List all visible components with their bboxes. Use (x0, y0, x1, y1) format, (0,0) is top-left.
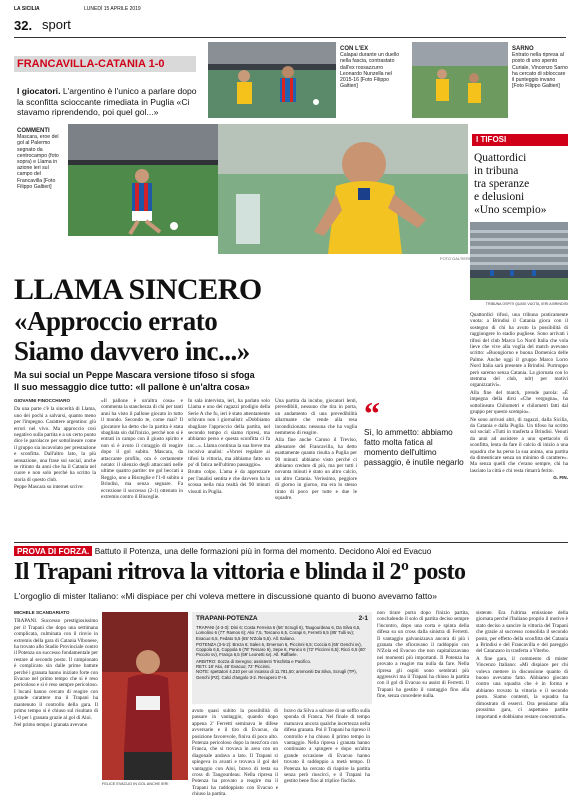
story2-col1-text-b: Nel primo tempo i granata avevano (14, 721, 88, 728)
story1-byline: GIOVANNI FINOCCHIARO (14, 398, 71, 403)
story1-title (14, 274, 374, 366)
photo-tribuna (470, 222, 568, 300)
sidebar-initials: G. FIN. (553, 475, 568, 481)
story1-col2-text: «Il pallone è un'altra cosa» e commenta la stanchezza di chi per tanti anni ha visto il pallone giocato in tutto il mondo. Secondo te, come mai? Il giocatore ha detto che la partita è stata sbagliata sin dall'inizio, perché non si è entrati in campo con il giusto spirito e non si è avuto il coraggio di reagire dopo il gol subito. Mascara, da attaccante profilo, ora è certamente notato: il silenzio degli attaccanti nelle ultime quattro partite: tre gol beccati a Reggio, uno a Bisceglie e l'1-0 subìto a Brindisi, ma senza segnare. Fa eccezione il successo (2-1) ottenuto in extremis contro il Bisceglie. (101, 398, 183, 501)
sidebar-title-line4: e delusioni (474, 191, 525, 203)
page-number: 32. (14, 18, 33, 33)
photo-tribuna-caption: TRIBUNA OSPITI QUASI VUOTA, IERI A BRINDISI (485, 302, 568, 306)
issue-date: LUNEDÌ 15 APRILE 2019 (84, 6, 141, 12)
photo-evacuo-caption: FELICE EVACUO IN GOL ANCHE IERI (102, 782, 169, 786)
story2-subtitle: L'orgoglio di mister Italiano: «Mi dispiace per chi voleva mettere in discussione quanto di buono avevamo fatto» (14, 591, 437, 601)
story2-col5 (377, 610, 469, 701)
story1-col1-text: Da una parte c'è la sincerità di Llama, uno dei pochi a salvarsi, quanto meno per l'impegno. Carattere argentino: giù errori nel vivo. Ma approccio così negativo sulla partita e a un certo punto dice le parolacce per sottolineare come il gruppo sia incavolato per prestazione e sconfitta. Dall'altro lato, la più sensazione, una frase sui social, anche se ritirato da anni che ha il Catania nel cuore e non solo perché ha scritto la storia di questo club. (14, 406, 96, 483)
match-table-reti: RETI: 18' Aloi, 48' Evacuo; 72' Piccinni. (196, 664, 271, 670)
story1-title-line3: Siamo davvero inc...» (14, 336, 250, 366)
story1-title-line1: LLAMA SINCERO (14, 273, 262, 306)
photo-llama (218, 124, 468, 254)
photo-mascara-image (68, 124, 218, 236)
story1-quote-text: Sì, lo ammetto: abbiamo fatto molta fatica al momento dell'ultimo passaggio, è inutile negarlo (364, 428, 464, 467)
photo-sarno (412, 42, 508, 118)
sidebar-title-line2: in tribuna (474, 165, 519, 177)
caption-sarno (512, 46, 568, 89)
story1-lead-bold: I giocatori. (17, 86, 61, 96)
match-table-body (196, 625, 368, 680)
story1-col4-text-b: Alla fine anche Caruso il Treviso, allenatore del Francavilla, ha detto esattamente quanto risulta a Puglia per 90 minuti: abbiamo visto perché ci abbiamo creduto di più, ma per tutti i novanta minuti è stato un altro calcio, un altro Catania. Verissimo, peggiore di giorno in giorno, ma era lo stesso tirato di poco per tutte e due le squadre. (275, 437, 357, 502)
story2-col4 (284, 708, 370, 786)
section-name: sport (42, 17, 71, 32)
story1-subtitle (14, 370, 374, 393)
photo-evacuo-image (102, 612, 188, 780)
story1-col3-text-b: Brutto colpo. L'ama è da apprezzare per l'analisi sentita e che davvero ha la scossa nella mia realtà dei 90 minuti vissuti in Puglia. (188, 469, 270, 495)
story2-kicker-label: PROVA DI FORZA. (14, 546, 92, 556)
caption-commenti-text: Mascara, eroe del gol al Palermo segnato da centrocampo (foto sopra) e Llama in azione ieri sul campo del Francavilla [Foto Filippo Galtieri] (17, 134, 59, 190)
sidebar-text-2: Alla fine del match, prende parola: «È impegna della dirsi «Che vergogna», ha sottolineato Chilometri e chilometri fatti dal gruppo per questo scempio». (470, 389, 568, 416)
story1-subtitle-line2: Il suo messaggio dice tutto: «Il pallone è un'altra cosa» (14, 381, 250, 392)
story2-col6-text-b: A fine gara, il commento di mister Vincenzo Italiano: «Mi dispiace per chi voleva mettere in discussione quanto di buono avevamo fatto. Abbiamo giocato contro una squadra che è in forma e abbiamo trovato la vittoria e il secondo posto. Siamo contenti, la squadra ha dimostrato di esserci. Ora pensiamo alla prossima gara, ci aspettano partite importanti e dobbiamo restare concentrati». (476, 655, 568, 720)
masthead (14, 6, 566, 34)
photo-calapai (208, 42, 336, 118)
story2-title: Il Trapani ritrova la vittoria e blinda il 2º posto (14, 559, 466, 585)
sidebar-body (470, 312, 568, 483)
story2-col4-text: bravo da Silva a salvare di un soffio sulla sponda di Franca. Nel finale di tempo maturava ancora qualche incertezza nella difesa granata. Poi il Trapani ha ripreso il controllo e ha chiuso il primo tempo in vantaggio. Nella ripresa i granata hanno continuato a spingere e dopo un'altra grande occasione di Evacuo hanno trovato il raddoppio a metà tempo. Il Potenza ha cercato di riaprire la partita senza però riuscirci, e il Trapani ha gestito bene fino al triplice fischio. (284, 708, 370, 785)
story1-title-line2: «Approccio errato (14, 306, 218, 336)
story1-col4-text: Una partita da incubo, giocatori lenti, prevedibili, nessuno che tira in porta, un andamento di una prevedibilità allarmante che rende alla resa incondizionata: nessuna che ha voglia nemmeno di reagire. (275, 398, 357, 437)
story1-quote (364, 395, 464, 468)
story2-col5-text: non tirare porta dopo l'inizio partita, concludendo il solo di partita deciso sempre l'incontro, dopo una corta e spinta della difesa su un cross dalla sinistra di Ferretti. Il vantaggio galvanizzava ancora di più i granata che sfioravano il raddoppio con N'Zola ed Evacuo che non capitalizzavano nei momenti più importanti. Il Potenza ha provato a reagire ma nulla da fare. Nella ripresa gli ospiti sono sembrati più aggressivi ma il Trapani ha chiuso la partita con il gol di Evacuo su assist di Ferretti. Il Trapani ha gestito il vantaggio fino alla fine, senza concedere nulla. (377, 610, 469, 700)
masthead-rule (14, 37, 566, 38)
story2-col1-text: TRAPANI. Successo prestigiosissimo per il Trapani che dopo una settimana complicata, culminata con il rinvio in extremis della gara di Catania Vibonese, ha trovato allo Stadio Provinciale contro il Potenza un successo fondamentale per restare al secondo posto. Il campionato è complicato sin dalle prime battute perché i granata hanno iniziato forte con Evacuo nel primo tempo che si è reso pericoloso e si è reso sempre pericoloso. I lucani hanno cercato di reagire con grande carattere ma il Trapani ha mantenuto il controllo della gara. Il primo tempo si è chiuso sul risultato di 1-0 per i granata grazie al gol di Aloi. (14, 618, 98, 721)
caption-commenti-head: COMMENTI (17, 128, 50, 134)
story1-subtitle-line1: Ma sui social un Peppe Mascara versione tifoso si sfoga (14, 370, 255, 380)
caption-con-lex-text: Calapai durante un duello nella fascia, contrastato dall'ex rossazzurro Leonardo Nunzella nel 2015-16 [Foto Filippo Galtieri] (340, 52, 400, 90)
caption-sarno-text: Entrato nella ripresa al posto di uno spento Curiale, Vincenzo Sarno ha cercato di sbloccare il punteggio invano [Foto Filippo Galtieri] (512, 52, 568, 90)
story1-col1-text-b: Peppe Mascara su internet scrive: (14, 484, 84, 491)
caption-commenti (17, 128, 63, 190)
story1-lead (17, 86, 202, 118)
match-table-trapani: TRAPANI (4-3-3): Dini 6; Costa Ferreira 6 (56' Scrugli 5), Taugourdeau 6, Da Silva 6,5, Lomolino 6 (77' Ramos 6); Aloi 7,5, Toscano 6,5, Corapi 6, Ferretti 6,5 (85' Tulli sv); Evacuo 6,5, Fedato 5,5 (65' N'Zola 5,5). All. Italiano. (196, 625, 361, 641)
story2-col3-text: avuto quasi subito la possibilità di passare in vantaggio, quando dopo appena 2' Ferretti seminava le difese avversarie e il tiro di Evacuo, da posizione favorevole, finiva di poco alto. Potenza pericoloso dopo la mezz'ora con Franca, che si trovava in area con un diagonale andava a lato. Il Trapani si spingeva in avanti e trovava il gol del vantaggio con Aloi, bravo di testa su cross di Taugourdeau. Nella ripresa il Potenza ha provato a reagire ma il Trapani ha raddoppiato con Evacuo e chiuso la partita. (192, 708, 278, 798)
match-table-potenza: POTENZA (3-5-2): Breza 6; Sales 6, Emerson 6, Piccinni 6,5; Coccia 6 (65' Genchi sv), Coppola 6,5, Coppola 6 (78' Tessaro 6), Sepe 6, Panico 6 (72' Piccinni 6,5); Ricci 6,5 (80' Piccolo sv), França 6,5 (59' Leonetti sv). All. Raffaele. (196, 641, 366, 658)
story2-col6-text: sistente. Era l'ultima emissione della giornata perché l'Italiano proprio il motivo è stato deciso a sancire la vittoria del Trapani che grazie al successo consolida il secondo posto, per effetto della sconfitta del Catania a Brindisi e del Francavilla e del pareggio del Catanzaro in trasferta a Viterbo. (476, 610, 568, 655)
photo-evacuo (102, 612, 188, 780)
newspaper-name: LA SICILIA (14, 6, 40, 12)
sidebar-title (474, 152, 570, 217)
story1-col3-text: In sala intervista, ieri, ha parlato solo Llama e uno dei ragazzi prodigio della Serie A che fu, ieri è stato attentamente schivato non i giornalisti: «Dobbiamo sbagliare l'approccio della partita, nel secondo tempo ci siamo ripresi, ma abbiamo perso e questa sconfitta ci fa inc...». Llama continua la sua breve ma incisiva analisi: «Vorrei regalare ai tifosi la vittoria, ma abbiamo fatto un po' di fatica nell'ultimo passaggio». (188, 398, 270, 469)
photo-sarno-image (412, 42, 508, 118)
story1-kicker: FRANCAVILLA-CATANIA 1-0 (17, 58, 165, 70)
caption-sarno-head: SARNO (512, 46, 534, 52)
story1-col2 (101, 398, 183, 502)
sidebar-text: Quattordici tifosi, una tribuna praticamente vuota: a Brindisi il Catania gioca con il sostegno di chi ha avuto la possibilità di raggiungere lo stadio pugliese. Sono arrivati i tifosi del club Marco Lo Nord Italia che vola lieve che vive alla voglia del match avevano scritto: «Buongiorno e buona Domenica delle Palme. Anche oggi il gruppo Marco Lorro Nord Italia sarà presente a Brindisi. Purtroppo però saremo senza Catania. La giornata con lo stemma del club, ndr) per motivi organizzativi». (470, 312, 568, 389)
quote-mark-icon: “ (364, 395, 380, 431)
sidebar-title-line1: Quattordici (474, 152, 527, 164)
photo-credit: FOTO GALTIERI (440, 256, 471, 261)
photo-calapai-image (208, 42, 336, 118)
sidebar-title-line3: tra speranze (474, 178, 530, 190)
story2-col6 (476, 610, 568, 721)
sidebar-title-line5: «Uno scempio» (474, 204, 547, 216)
caption-con-lex-head: CON L'EX (340, 46, 369, 52)
caption-con-lex (340, 46, 406, 89)
match-table-arbitro: ARBITRO: Sozza di Seregno; assistenti Trischitta e Pacifico. (196, 658, 312, 664)
story1-col1 (14, 398, 96, 492)
story1-col4 (275, 398, 357, 503)
photo-tribuna-image (470, 222, 568, 300)
story2-col3 (192, 708, 278, 799)
match-table-score: 2-1 (358, 615, 368, 622)
story2-kicker-text: Battuto il Potenza, una delle formazioni più in forma del momento. Decidono Aloi ed Evacuo (94, 546, 432, 556)
match-table-header (196, 615, 368, 622)
sidebar-label-text: I TIFOSI (476, 135, 507, 144)
story2-col1 (14, 610, 98, 729)
match-table-note: NOTE: spettatori 4.210 per un incasso di 11.781,50; ammoniti Da Silva, Scrugli (TP), Genchi (PZ). Calci d'angolo 3-2. Recupero 0'+5. (196, 669, 357, 680)
story2-top-rule (14, 542, 568, 543)
match-table-title: TRAPANI-POTENZA (196, 615, 258, 622)
story2-byline: MICHELE SCANDARIATO (14, 610, 70, 615)
story1-col3 (188, 398, 270, 496)
photo-mascara (68, 124, 218, 236)
story1-lead-text: L'argentino è l'unico a parlare dopo la sconfitta scioccante rimediata in Puglia «Ci stavamo riprendendo, poi quel gol...» (17, 86, 197, 117)
sidebar-text-3: Ne sono arrivati altri, di ragazzi, dalla Sicilia, da Catania e dalla Puglia. Un tifoso ha scritto sul social: «Tutti in trasferta a Brindisi. Venuti da anni ad assistere a uno spettacolo di sconfitta, lenta da fare il calcio di inizio a una squadra che ha perso la sua anima, una partita da dimenticare senza un minimo di carattere». Ma senza quelli che c'erano sempre, chi ha lasciato la città e chi resta rimarrà ferito. (470, 416, 568, 474)
story2-kicker (14, 546, 568, 556)
photo-llama-image (218, 124, 468, 254)
sidebar-label (472, 134, 568, 146)
match-table (192, 612, 372, 704)
